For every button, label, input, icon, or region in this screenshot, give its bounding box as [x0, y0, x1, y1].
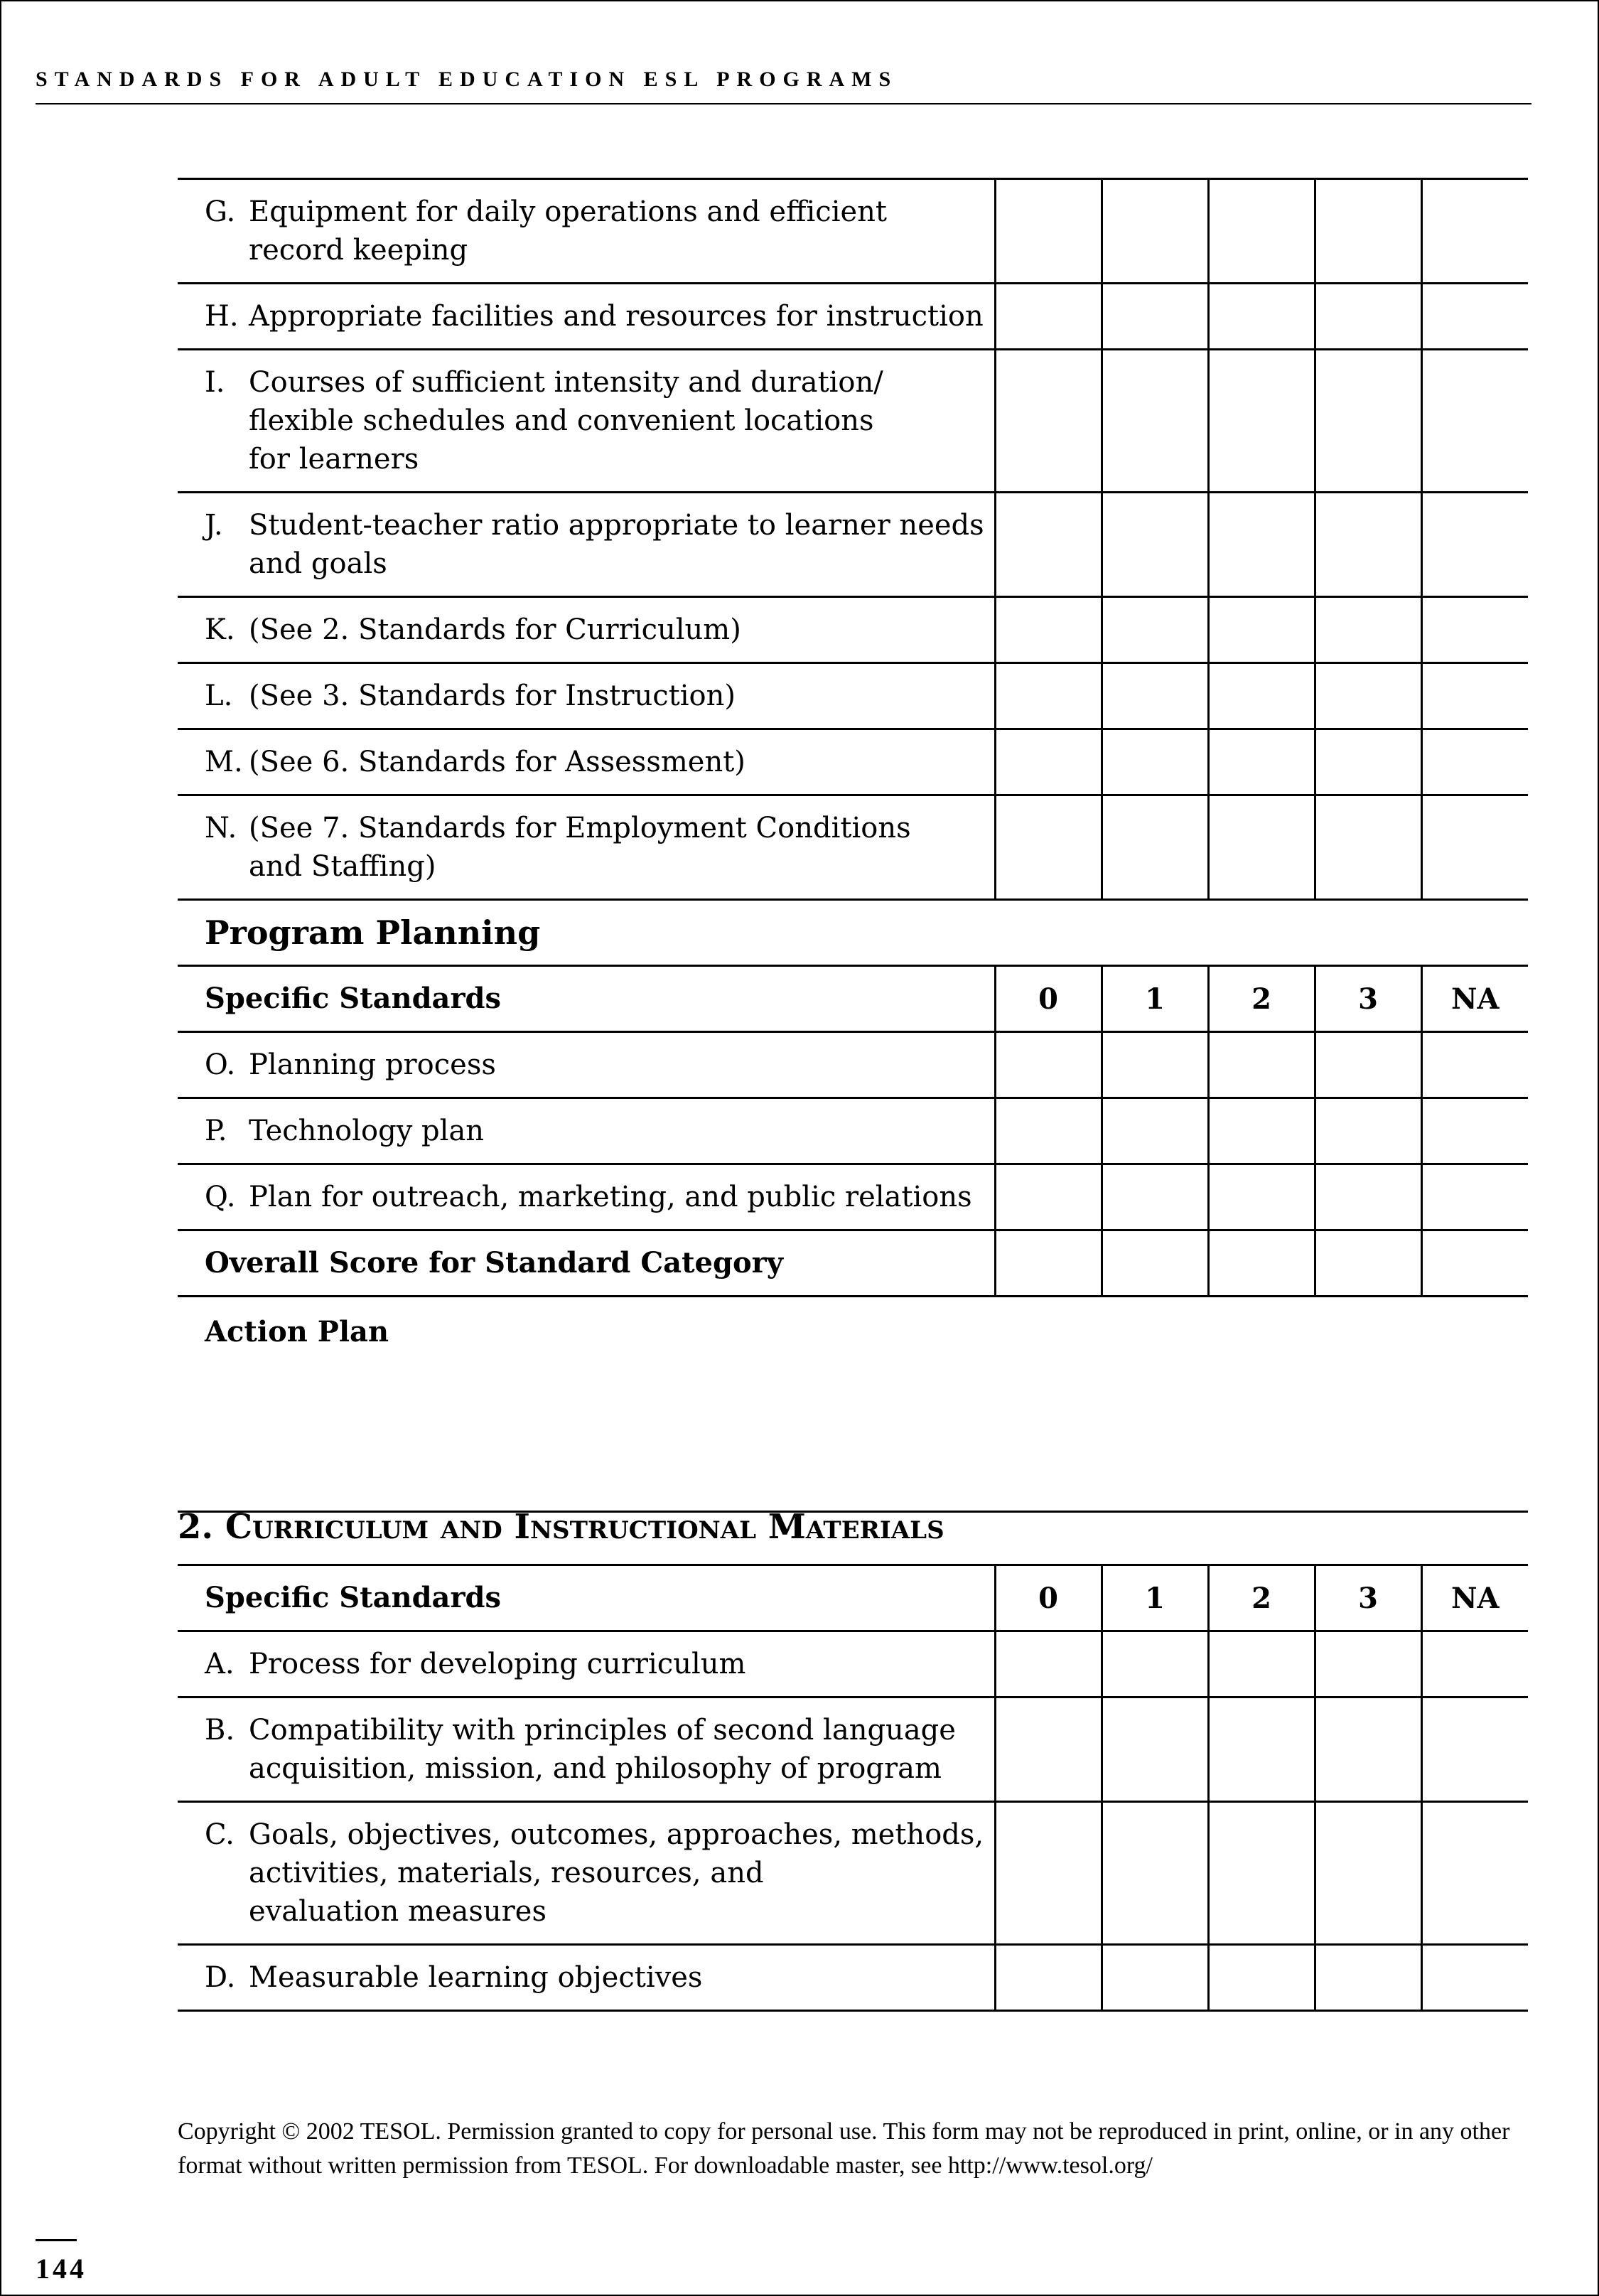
section-2-number: 2. — [178, 1507, 214, 1547]
score-cell[interactable] — [1208, 179, 1315, 284]
score-cell[interactable] — [995, 729, 1102, 795]
section-2-heading: Curriculum and Instructional Materials — [225, 1507, 944, 1547]
score-cell[interactable] — [1102, 1945, 1208, 2011]
standard-text — [249, 809, 994, 886]
score-cell[interactable] — [1315, 493, 1421, 597]
standard-item — [205, 677, 994, 715]
score-cell[interactable] — [1421, 1098, 1528, 1164]
standard-text — [249, 1645, 994, 1683]
score-cell[interactable] — [1102, 350, 1208, 493]
standard-item — [205, 1046, 994, 1084]
standard-item — [205, 611, 994, 649]
standard-text — [249, 611, 994, 649]
score-cell[interactable] — [1208, 1631, 1315, 1697]
score-column-header: NA — [1421, 966, 1528, 1032]
standard-text — [249, 1958, 994, 1997]
standard-item — [205, 297, 994, 336]
standard-item — [205, 506, 994, 583]
score-cell[interactable] — [1421, 729, 1528, 795]
table-row — [178, 1164, 1528, 1230]
standard-text-line: Courses of sufficient intensity and duration/ — [249, 366, 883, 399]
score-cell[interactable] — [1208, 729, 1315, 795]
standard-text — [249, 1711, 994, 1788]
standard-text — [249, 1178, 994, 1216]
score-cell[interactable] — [1102, 663, 1208, 729]
standard-item — [205, 1958, 994, 1997]
score-column-header: 0 — [995, 966, 1102, 1032]
standard-label-cell — [178, 663, 995, 729]
standard-text — [249, 1046, 994, 1084]
table-row — [178, 1631, 1528, 1697]
score-cell[interactable] — [1315, 350, 1421, 493]
score-cell[interactable] — [1421, 284, 1528, 350]
score-cell[interactable] — [1315, 179, 1421, 284]
standard-text-line: Technology plan — [249, 1115, 485, 1147]
standard-item — [205, 1112, 994, 1150]
standard-label-cell — [178, 350, 995, 493]
standard-text-line: (See 3. Standards for Instruction) — [249, 680, 736, 712]
standard-letter: N. — [205, 812, 237, 844]
section-2-title — [178, 1507, 944, 1547]
standard-letter: A. — [205, 1648, 235, 1680]
standard-text-line: (See 6. Standards for Assessment) — [249, 746, 745, 778]
standard-label-cell — [178, 1032, 995, 1098]
score-cell[interactable] — [1421, 179, 1528, 284]
standard-text-line: evaluation measures — [249, 1895, 547, 1928]
standard-label-cell — [178, 284, 995, 350]
standard-label-cell — [178, 795, 995, 900]
score-cell[interactable] — [1421, 1631, 1528, 1697]
standards-table-curriculum — [178, 1564, 1528, 2012]
standard-text-line: (See 7. Standards for Employment Conditions — [249, 812, 911, 844]
overall-score-row — [178, 1230, 1528, 1297]
score-cell[interactable] — [1208, 1230, 1315, 1297]
score-cell[interactable] — [1102, 1631, 1208, 1697]
score-cell[interactable] — [995, 597, 1102, 663]
table-row — [178, 1032, 1528, 1098]
score-cell[interactable] — [1315, 1098, 1421, 1164]
score-cell[interactable] — [995, 1631, 1102, 1697]
score-cell[interactable] — [995, 284, 1102, 350]
standard-text — [249, 506, 994, 583]
table-row — [178, 795, 1528, 900]
table-row — [178, 179, 1528, 284]
standard-letter: J. — [205, 509, 223, 542]
score-cell[interactable] — [1208, 1697, 1315, 1802]
standard-text-line: Compatibility with principles of second language — [249, 1714, 956, 1747]
page-number-rule — [36, 2239, 77, 2241]
score-cell[interactable] — [1102, 1230, 1208, 1297]
score-cell[interactable] — [1315, 663, 1421, 729]
standard-text-line: record keeping — [249, 234, 468, 267]
score-cell[interactable] — [1315, 284, 1421, 350]
score-cell[interactable] — [995, 795, 1102, 900]
table-row — [178, 1945, 1528, 2011]
table-row — [178, 1802, 1528, 1945]
column-header-label: Specific Standards — [178, 966, 995, 1032]
column-header-label: Specific Standards — [178, 1565, 995, 1631]
score-cell[interactable] — [1208, 795, 1315, 900]
score-cell[interactable] — [995, 1802, 1102, 1945]
standard-text-line: for learners — [249, 443, 419, 476]
standard-label-cell — [178, 597, 995, 663]
standard-letter: P. — [205, 1115, 227, 1147]
score-cell[interactable] — [1208, 284, 1315, 350]
table-row — [178, 663, 1528, 729]
standard-label-cell — [178, 1802, 995, 1945]
table-row — [178, 729, 1528, 795]
standard-text-line: activities, materials, resources, and — [249, 1857, 764, 1889]
score-cell[interactable] — [1102, 729, 1208, 795]
standard-letter: I. — [205, 366, 225, 399]
score-cell[interactable] — [1315, 1802, 1421, 1945]
score-cell[interactable] — [1315, 597, 1421, 663]
running-head: STANDARDS FOR ADULT EDUCATION ESL PROGRAMS — [36, 68, 898, 91]
table-row — [178, 1697, 1528, 1802]
score-cell[interactable] — [1315, 729, 1421, 795]
score-column-header: 2 — [1208, 966, 1315, 1032]
score-cell[interactable] — [1208, 1945, 1315, 2011]
standard-text — [249, 677, 994, 715]
score-column-header: 1 — [1102, 1565, 1208, 1631]
header-rule — [36, 103, 1531, 104]
standard-label-cell — [178, 493, 995, 597]
score-cell[interactable] — [995, 1032, 1102, 1098]
standard-text-line: Goals, objectives, outcomes, approaches, methods, — [249, 1818, 984, 1851]
score-column-header: 2 — [1208, 1565, 1315, 1631]
score-cell[interactable] — [1421, 1945, 1528, 2011]
standard-label-cell — [178, 1631, 995, 1697]
table-row — [178, 597, 1528, 663]
standard-text-line: acquisition, mission, and philosophy of program — [249, 1752, 942, 1785]
standard-item — [205, 809, 994, 886]
score-cell[interactable] — [1421, 795, 1528, 900]
standard-text — [249, 297, 994, 336]
standard-text-line: Plan for outreach, marketing, and public relations — [249, 1181, 972, 1213]
score-cell[interactable] — [1208, 1164, 1315, 1230]
score-cell[interactable] — [1208, 1032, 1315, 1098]
score-cell[interactable] — [1102, 1032, 1208, 1098]
standard-text — [249, 363, 994, 478]
score-column-header: NA — [1421, 1565, 1528, 1631]
score-cell[interactable] — [1102, 1697, 1208, 1802]
standard-letter: G. — [205, 195, 236, 228]
score-cell[interactable] — [1315, 1230, 1421, 1297]
standard-item — [205, 1711, 994, 1788]
score-cell[interactable] — [1421, 1032, 1528, 1098]
standard-text — [249, 193, 994, 269]
standard-letter: C. — [205, 1818, 235, 1851]
standard-item — [205, 1815, 994, 1931]
score-column-header: 0 — [995, 1565, 1102, 1631]
score-cell[interactable] — [1421, 597, 1528, 663]
score-cell[interactable] — [1315, 795, 1421, 900]
standard-text-line: Appropriate facilities and resources for instruction — [249, 300, 984, 333]
standard-item — [205, 743, 994, 781]
table-row — [178, 1098, 1528, 1164]
score-cell[interactable] — [1421, 1697, 1528, 1802]
score-cell[interactable] — [1208, 1098, 1315, 1164]
score-cell[interactable] — [1102, 1802, 1208, 1945]
score-column-header: 3 — [1315, 1565, 1421, 1631]
score-cell[interactable] — [1102, 284, 1208, 350]
table-header-row — [178, 966, 1528, 1032]
standard-letter: D. — [205, 1961, 236, 1994]
standard-item — [205, 193, 994, 269]
program-planning-title: Program Planning — [178, 900, 1528, 966]
standard-text-line: and Staffing) — [249, 850, 436, 883]
standard-letter: L. — [205, 680, 233, 712]
action-plan-row — [178, 1297, 1528, 1512]
score-cell[interactable] — [1208, 663, 1315, 729]
score-cell[interactable] — [1102, 179, 1208, 284]
score-cell[interactable] — [1102, 493, 1208, 597]
standard-text — [249, 1112, 994, 1150]
standard-label-cell — [178, 1098, 995, 1164]
standard-label-cell — [178, 1697, 995, 1802]
standard-text — [249, 1815, 994, 1931]
score-cell[interactable] — [1421, 1230, 1528, 1297]
score-cell[interactable] — [1102, 597, 1208, 663]
score-column-header: 3 — [1315, 966, 1421, 1032]
score-cell[interactable] — [1421, 1164, 1528, 1230]
standard-letter: H. — [205, 300, 239, 333]
standard-text-line: Process for developing curriculum — [249, 1648, 746, 1680]
score-cell[interactable] — [1208, 1802, 1315, 1945]
score-cell[interactable] — [995, 1697, 1102, 1802]
section-title-row — [178, 900, 1528, 966]
score-cell[interactable] — [1421, 663, 1528, 729]
standard-text — [249, 743, 994, 781]
score-cell[interactable] — [995, 1230, 1102, 1297]
score-cell[interactable] — [1102, 1098, 1208, 1164]
standard-letter: O. — [205, 1048, 236, 1081]
score-cell[interactable] — [995, 179, 1102, 284]
score-cell[interactable] — [1421, 350, 1528, 493]
score-cell[interactable] — [995, 1164, 1102, 1230]
score-cell[interactable] — [1102, 795, 1208, 900]
score-cell[interactable] — [1315, 1631, 1421, 1697]
standard-text-line: Equipment for daily operations and efficient — [249, 195, 887, 228]
standards-table-program-structure — [178, 178, 1528, 1513]
score-cell[interactable] — [1208, 597, 1315, 663]
standard-label-cell — [178, 1164, 995, 1230]
score-cell[interactable] — [1102, 1164, 1208, 1230]
score-column-header: 1 — [1102, 966, 1208, 1032]
overall-score-label: Overall Score for Standard Category — [178, 1230, 995, 1297]
score-cell[interactable] — [995, 493, 1102, 597]
table-row — [178, 493, 1528, 597]
standard-item — [205, 363, 994, 478]
standard-letter: B. — [205, 1714, 235, 1747]
score-cell[interactable] — [1421, 1802, 1528, 1945]
score-cell[interactable] — [1421, 493, 1528, 597]
score-cell[interactable] — [995, 1098, 1102, 1164]
table-header-row — [178, 1565, 1528, 1631]
score-cell[interactable] — [995, 663, 1102, 729]
standard-item — [205, 1645, 994, 1683]
standard-text-line: Student-teacher ratio appropriate to learner needs — [249, 509, 984, 542]
standard-item — [205, 1178, 994, 1216]
score-cell[interactable] — [1315, 1032, 1421, 1098]
table-row — [178, 284, 1528, 350]
action-plan-label[interactable]: Action Plan — [178, 1297, 1528, 1512]
standard-text-line: Measurable learning objectives — [249, 1961, 703, 1994]
page-number: 144 — [36, 2253, 87, 2285]
score-cell[interactable] — [1315, 1164, 1421, 1230]
score-cell[interactable] — [995, 350, 1102, 493]
copyright-notice: Copyright © 2002 TESOL. Permission granted to copy for personal use. This form may not be reproduced in print, online, or in any other format without written permission from TESOL. For downloadable master, see http://www.tesol.org/ — [178, 2118, 1510, 2179]
standard-text-line: flexible schedules and convenient locations — [249, 404, 874, 437]
score-cell[interactable] — [1208, 493, 1315, 597]
standard-label-cell — [178, 729, 995, 795]
standard-text-line: (See 2. Standards for Curriculum) — [249, 613, 741, 646]
standard-label-cell — [178, 1945, 995, 2011]
standard-text-line: and goals — [249, 547, 387, 580]
standard-letter: Q. — [205, 1181, 236, 1213]
standard-label-cell — [178, 179, 995, 284]
score-cell[interactable] — [995, 1945, 1102, 2011]
standard-text-line: Planning process — [249, 1048, 496, 1081]
standard-letter: K. — [205, 613, 235, 646]
score-cell[interactable] — [1315, 1697, 1421, 1802]
score-cell[interactable] — [1208, 350, 1315, 493]
score-cell[interactable] — [1315, 1945, 1421, 2011]
standard-letter: M. — [205, 746, 243, 778]
table-row — [178, 350, 1528, 493]
